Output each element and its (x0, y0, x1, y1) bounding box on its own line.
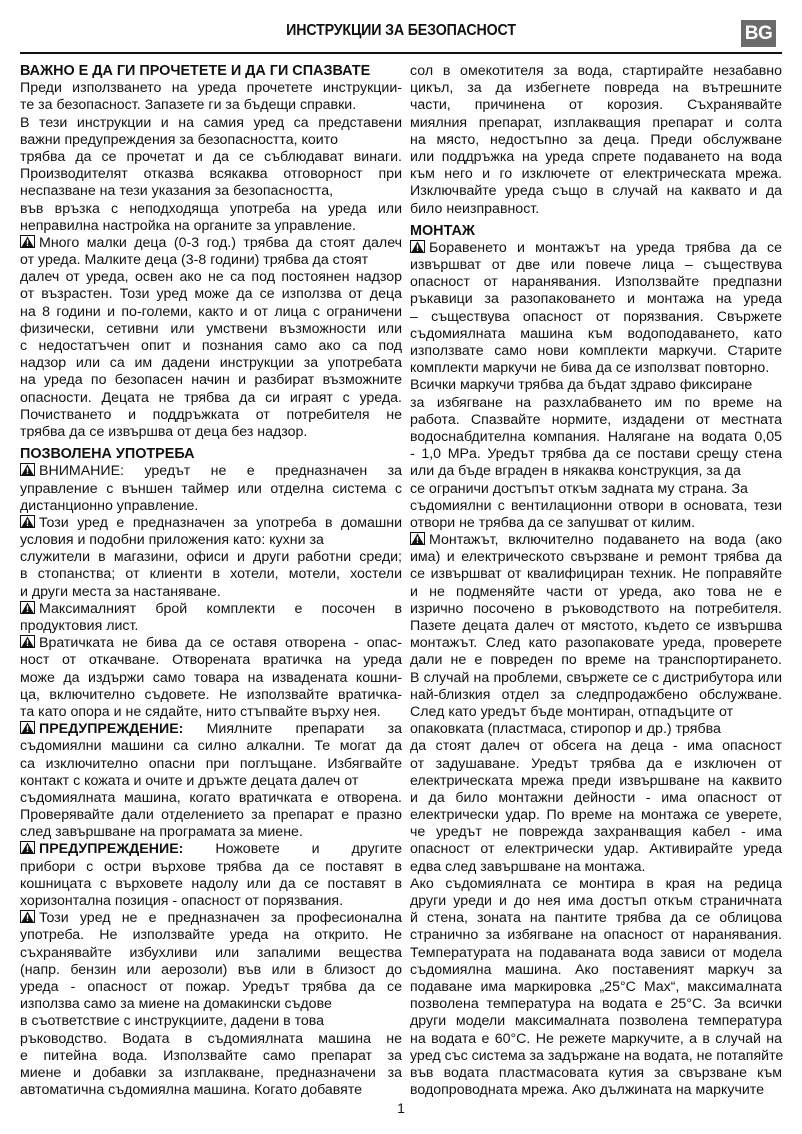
text-line: управление с външен таймер или отделна система с (20, 480, 402, 497)
paragraph (20, 80, 402, 114)
text-line: в съответствие с инструкциите, дадени в това (20, 1013, 325, 1030)
text-line: неправилна настройка на органите за управление. (20, 217, 356, 234)
text-line: с недостатъчен опит и познания само ако са под (20, 338, 402, 355)
text-line: са изключително опасни при поглъщане. Избягвайте (20, 755, 402, 772)
paragraph (20, 515, 402, 549)
text-line: работа. Спазвайте нормите, издадени от местната (410, 411, 782, 428)
text-line (20, 463, 402, 480)
text-line-content: Вратичката не бива да се оставя отворена - опас- (39, 635, 402, 652)
paragraph (20, 910, 402, 1013)
text-line: Ако съдомиялната се монтира в края на редица (410, 875, 782, 892)
warning-icon (20, 515, 35, 528)
left-column (20, 63, 402, 1099)
paragraph (20, 269, 402, 441)
text-line: електрически удар. По време на монтажа се уверете, (410, 807, 782, 824)
text-line: хоризонтална позиция - опасност от порязвания. (20, 893, 344, 910)
text-line (410, 240, 782, 257)
text-line: служители в магазини, офиси и други работни среди; (20, 549, 402, 566)
section-heading: МОНТАЖ (410, 222, 475, 239)
text-line: Преди използването на уреда прочетете инструкции- (20, 80, 402, 97)
paragraph (20, 841, 402, 910)
text-line: други уреди и до нея има достъп откъм страничната (410, 893, 782, 910)
text-line: на водата е 60°C. Не режете маркучите, а в случай на (410, 1030, 782, 1047)
paragraph (410, 240, 782, 378)
text-line: монтажът. След като разопаковате уреда, проверете (410, 635, 782, 652)
text-line: Почистването и поддръжката от потребителя не (20, 406, 402, 423)
text-line-content: Монтажът, включително подаването на вода (ако (429, 532, 782, 549)
language-badge: BG (741, 20, 776, 47)
text-line: контакт с кожата и очите и дръжте децата далеч от (20, 772, 359, 789)
right-column (410, 63, 782, 1099)
paragraph (410, 377, 782, 394)
paragraph (20, 790, 402, 842)
text-line-content: Ножовете и другите (183, 841, 402, 858)
paragraph (410, 395, 782, 481)
text-line: В случай на проблеми, свържете се с дистрибутора или (410, 669, 782, 686)
text-line: надзор или са им дадени инструкции за употребата (20, 355, 402, 372)
text-line: други модели максималната позволена температура (410, 1013, 782, 1030)
text-line: да стоят далеч от обсега на деца - има опасност (410, 738, 782, 755)
paragraph (20, 549, 402, 601)
page-number: 1 (397, 1100, 405, 1116)
text-line: за избягване на разхлабването им по време на (410, 394, 782, 411)
text-line: във водата пластмасовата кутия за свързване към (410, 1064, 782, 1081)
paragraph (410, 721, 782, 738)
text-line: След като уредът бъде монтиран, отпадъците от (410, 703, 734, 720)
page-title: ИНСТРУКЦИИ ЗА БЕЗОПАСНОСТ (286, 22, 516, 39)
text-line: те за безопасност. Запазете ги за бъдещи справки. (20, 97, 357, 114)
warning-icon (410, 532, 425, 545)
paragraph (20, 601, 402, 635)
text-line: било неизправност. (410, 200, 540, 217)
warning-icon (20, 635, 35, 648)
section-heading: ВАЖНО Е ДА ГИ ПРОЧЕТЕТЕ И ДА ГИ СПАЗВАТЕ (20, 63, 371, 79)
warning-label: ПРЕДУПРЕЖДЕНИЕ: (39, 721, 184, 738)
text-line: ръководство. Водата в съдомиялната машина не (20, 1030, 402, 1047)
text-line (410, 532, 782, 549)
text-line: продуктовия лист. (20, 618, 139, 635)
text-line: на 8 години и по-големи, както и от лица с ограничени (20, 303, 402, 320)
warning-icon (20, 463, 35, 476)
text-line: може да издържи само товара на извадената кошни- (20, 669, 402, 686)
text-line: опасност от наранявания. Използвайте предпазни (410, 274, 782, 291)
text-line: - 1,0 MPa. Уредът трябва да се постави срещу стена (410, 446, 782, 463)
text-line: едва след завършване на монтажа. (410, 858, 646, 875)
text-line: електрическата мрежа преди извършване на каквито (410, 772, 782, 789)
warning-label: ПРЕДУПРЕЖДЕНИЕ: (39, 841, 184, 858)
text-line: на уреда по безопасен начин и разбират възможните (20, 372, 402, 389)
text-line: се ограничи достъпът откъм задната му страна. За (410, 480, 748, 497)
text-line: Температурата на подаваната вода зависи от модела (410, 944, 782, 961)
paragraph (410, 876, 782, 1099)
text-line: опасност от електрически удар. Активирайте уреда (410, 841, 782, 858)
text-line: изрично посочено в ръководството на потребителя. (410, 600, 782, 617)
paragraph (20, 235, 402, 269)
paragraph (410, 738, 782, 876)
text-line: миялния препарат, изплакващия препарат и солта (410, 114, 782, 131)
text-line: ца, включително съдовете. Не използвайте вратичка- (20, 686, 402, 703)
text-line: Изключвайте уреда също в случай на каквато и да (410, 183, 782, 200)
text-line: комплекти маркучи не бива да се използват повторно. (410, 360, 770, 377)
paragraph (20, 201, 402, 235)
text-line: Производителят отказва всякаква отговорност при (20, 166, 402, 183)
warning-icon (410, 240, 425, 253)
text-line: дали не е повреден по време на транспортирането. (410, 652, 782, 669)
text-line: уреда - опасност от пожар. Уредът трябва да се (20, 978, 402, 995)
paragraph (20, 149, 402, 201)
text-line-content: Боравенето и монтажът на уреда трябва да се (429, 239, 782, 256)
text-line: че уредът не поврежда захранващия кабел - има (410, 824, 782, 841)
text-line: се извършват от квалифициран техник. Не поправяйте (410, 566, 782, 583)
text-line: странично за избягване на опасност от наранявания. (410, 927, 782, 944)
paragraph (20, 1013, 402, 1030)
text-line-content: Максималният брой комплекти е посочен в (39, 600, 402, 617)
text-line: или поддръжка на уреда спрете подаването на вода (410, 148, 782, 165)
text-line: подаване има маркировка „25°C Max“, максималната (410, 978, 782, 995)
text-line: и не подменяйте части от уреда, ако това не е (410, 583, 782, 600)
text-line: далеч от уреда, освен ако не са под постоянен надзор (20, 269, 402, 286)
text-line: условия и подобни приложения като: кухни за (20, 532, 324, 549)
text-line: от задушаване. Уредът трябва да е изключен от (410, 755, 782, 772)
text-line: опасности. Децата не трябва да си играят с уреда. (20, 389, 402, 406)
text-line-content: ВНИМАНИЕ: уредът не е предназначен за (39, 463, 402, 480)
paragraph (410, 532, 782, 721)
text-line: съдомиялни с вентилационни отвори в основата, тези (410, 497, 782, 514)
text-line: съдомиялната машина към водоподаването, като (410, 325, 782, 342)
text-line: извършват от две или повече лица – съществува (410, 257, 782, 274)
text-line: съдомиялни машини са силно алкални. Те могат да (20, 738, 402, 755)
paragraph (410, 481, 782, 498)
text-line: използва само за миене на домакински съдове (20, 996, 332, 1013)
text-line (20, 635, 402, 652)
text-line: дистанционно управление. (20, 497, 199, 514)
paragraph (20, 115, 402, 149)
paragraph (20, 635, 402, 721)
text-line: водоснабдителна компания. Налягане на водата 0,05 (410, 428, 782, 445)
text-line-content: Много малки деца (0-3 год.) трябва да стоят далеч (39, 234, 402, 251)
text-line: позволена температура на водата е 25°C. За всички (410, 996, 782, 1013)
text-line: ност от откачване. Отворената вратичка на уреда (20, 652, 402, 669)
text-line: кошницата с върховете надолу или да се поставят в (20, 875, 402, 892)
text-line (20, 515, 402, 532)
text-line: към него и го изключете от електрическата мрежа. (410, 166, 782, 183)
text-line: миене и добавки за изплакване, предназначени за (20, 1064, 402, 1081)
warning-icon (20, 721, 35, 734)
text-line: ръкавици за разопаковането и монтажа на уреда (410, 291, 782, 308)
text-line: трябва да се извършва от деца без надзор. (20, 423, 308, 440)
text-line: цикъл, за да избегнете повреда на вътрешните (410, 80, 782, 97)
text-line: или да бъде вграден в някаква конструкция, за да (410, 463, 741, 480)
text-line: и други места за настаняване. (20, 583, 221, 600)
text-line: от възрастен. Този уред може да се използва от деца (20, 286, 402, 303)
text-line: прибори с остри върхове трябва да се поставят в (20, 858, 402, 875)
text-line: съхранявайте избухливи или запалими вещества (20, 944, 402, 961)
text-line: (напр. бензин или аерозоли) във или в близост до (20, 961, 402, 978)
text-line: съдомиялната машина, когато вратичката е отворена. (20, 789, 402, 806)
text-line: има) и електрическото свързване и ремонт трябва да (410, 549, 782, 566)
text-line: водопроводната мрежа. Ако дължината на маркучите (410, 1082, 765, 1099)
text-line: неспазване на тези указания за безопасността, (20, 183, 334, 200)
text-line: употреба. Не използвайте уреда на открито. Не (20, 927, 402, 944)
text-line (20, 910, 402, 927)
text-line: най-близкия отдел за следпродажбено обслужване. (410, 686, 782, 703)
text-line (20, 235, 402, 252)
text-line: във връзка с неподходяща употреба на уреда или (20, 200, 402, 217)
text-line: важни предупреждения за безопасността, които (20, 131, 338, 148)
text-line: – съществува опасност от порязвания. Свържете (410, 308, 782, 325)
text-line-content: Този уред е предназначен за употреба в домашни (39, 514, 402, 531)
text-line: от уреда. Малките деца (3-8 години) трябва да стоят (20, 252, 369, 269)
text-line (20, 601, 402, 618)
text-line: използвате само нови комплекти маркучи. Старите (410, 343, 782, 360)
paragraph (20, 1031, 402, 1100)
header-divider (20, 52, 782, 54)
paragraph (20, 463, 402, 515)
text-line-content: Миялните препарати за (183, 721, 402, 738)
paragraph (20, 721, 402, 790)
warning-icon (20, 841, 35, 854)
warning-icon (20, 601, 35, 614)
section-heading: ПОЗВОЛЕНА УПОТРЕБА (20, 446, 195, 463)
warning-icon (20, 910, 35, 923)
text-line: В тези инструкции и на самия уред са представени (20, 114, 402, 131)
text-line: отвори не трябва да се запушват от килим. (410, 514, 696, 531)
text-line: след завършване на програмата за миене. (20, 824, 303, 841)
text-line: та като опора и не сядайте, нито стъпвайте върху нея. (20, 703, 381, 720)
text-line: Всички маркучи трябва да бъдат здраво фиксиране (410, 377, 753, 394)
text-line: на място, недостъпно за деца. Преди обслужване (410, 131, 782, 148)
text-line (20, 841, 402, 858)
text-line: и да било монтажни дейности - има опасност от (410, 789, 782, 806)
text-line: уред със система за задържане на водата, не потапяйте (410, 1047, 784, 1064)
text-line: е питейна вода. Използвайте само препарат за (20, 1047, 402, 1064)
warning-icon (20, 235, 35, 248)
text-line: части, причинена от корозия. Съхранявайте (410, 97, 782, 114)
text-line: трябва да се прочетат и да се съблюдават винаги. (20, 148, 402, 165)
text-line: Проверявайте дали отделението за препарат е празно (20, 807, 402, 824)
text-line: Пазете децата далеч от мястото, където се извършва (410, 618, 782, 635)
paragraph (410, 498, 782, 532)
text-line: съдомиялна машина. Ако поставеният маркуч за (410, 961, 782, 978)
text-line (20, 721, 402, 738)
paragraph (410, 63, 782, 218)
text-line: в стопанства; от клиенти в хотели, мотели, хостели (20, 566, 402, 583)
text-line: физически, сетивни или умствени възможности или (20, 320, 402, 337)
text-line: й стена, зоната на пантите трябва да се облицова (410, 910, 782, 927)
text-line: сол в омекотителя за вода, стартирайте незабавно (410, 63, 782, 79)
text-line: опаковката (пластмаса, стиропор и др.) трябва (410, 721, 721, 738)
text-line: автоматична съдомиялна машина. Когато добавяте (20, 1082, 363, 1099)
text-line-content: Този уред не е предназначен за професионална (39, 910, 402, 927)
